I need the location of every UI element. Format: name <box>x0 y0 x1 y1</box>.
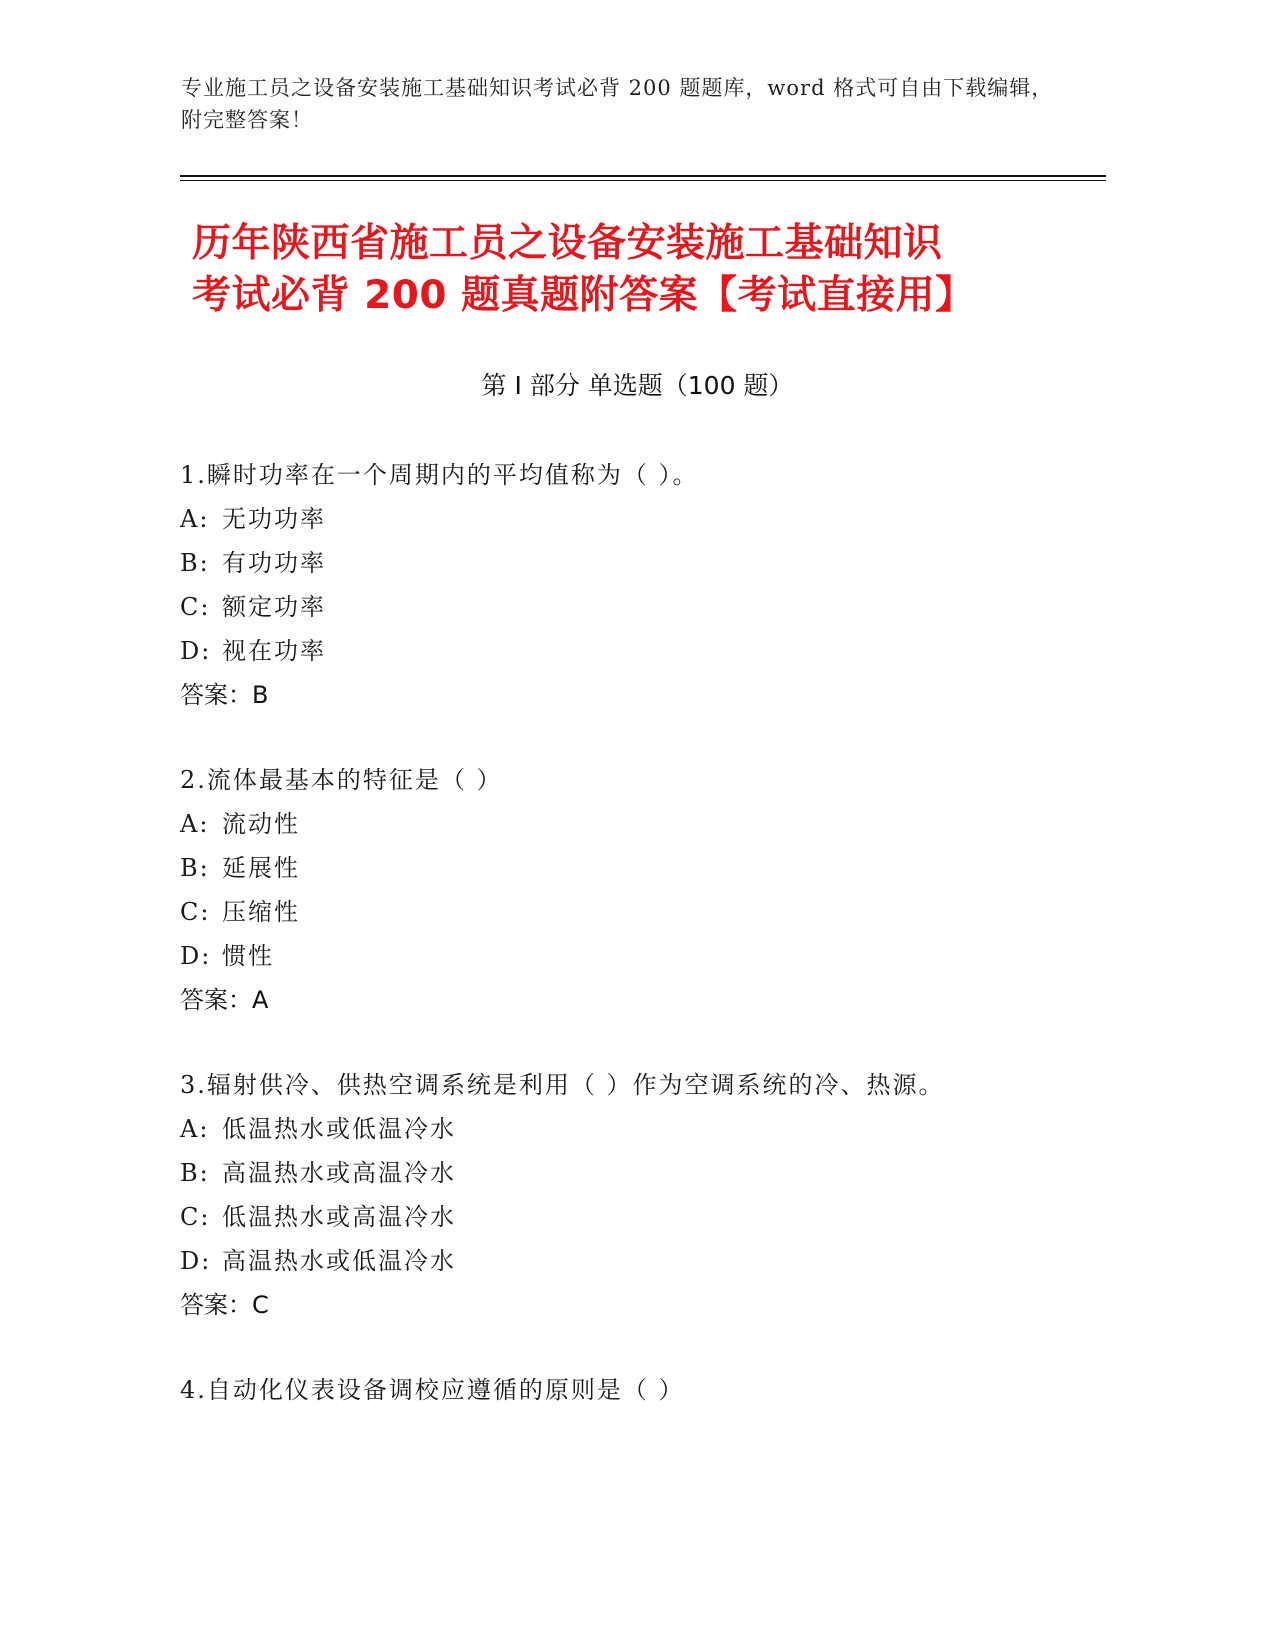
option-text: 额定功率 <box>222 593 326 621</box>
option-letter: D: <box>180 637 212 665</box>
option-c <box>180 1195 1080 1239</box>
option-letter: C: <box>180 593 211 621</box>
option-text: 视在功率 <box>222 637 326 665</box>
option-d <box>180 1239 1080 1283</box>
answer-line <box>180 673 1080 717</box>
option-letter: A: <box>180 1115 210 1143</box>
title-line-1: 历年陕西省施工员之设备安装施工基础知识 <box>192 221 943 266</box>
option-letter: A: <box>180 505 210 533</box>
option-letter: D: <box>180 942 212 970</box>
answer-line <box>180 1283 1080 1327</box>
option-text: 无功功率 <box>222 505 326 533</box>
option-text: 压缩性 <box>222 898 300 926</box>
option-letter: B: <box>180 854 210 882</box>
option-text: 低温热水或高温冷水 <box>222 1203 456 1231</box>
option-letter: C: <box>180 898 211 926</box>
option-text: 高温热水或高温冷水 <box>222 1159 456 1187</box>
answer-line <box>180 978 1080 1022</box>
question-stem: 2.流体最基本的特征是（ ） <box>180 766 503 794</box>
option-text: 高温热水或低温冷水 <box>222 1247 456 1275</box>
question-stem: 3.辐射供冷、供热空调系统是利用（ ）作为空调系统的冷、热源。 <box>180 1071 945 1099</box>
option-text: 流动性 <box>222 810 300 838</box>
option-letter: A: <box>180 810 210 838</box>
answer-value: A <box>252 986 269 1014</box>
option-text: 低温热水或低温冷水 <box>222 1115 456 1143</box>
question-stem: 1.瞬时功率在一个周期内的平均值称为（ ）。 <box>180 461 699 489</box>
option-c <box>180 585 1080 629</box>
answer-label: 答案： <box>180 986 252 1014</box>
option-d <box>180 629 1080 673</box>
question-2 <box>180 758 1080 1022</box>
header-note: 专业施工员之设备安装施工基础知识考试必背 200 题题库，word 格式可自由下载编辑，附完整答案！ <box>181 76 1054 132</box>
answer-value: C <box>252 1291 269 1319</box>
question-stem: 4.自动化仪表设备调校应遵循的原则是（ ） <box>180 1376 685 1404</box>
option-letter: B: <box>180 549 210 577</box>
option-letter: D: <box>180 1247 212 1275</box>
option-text: 有功功率 <box>222 549 326 577</box>
title-line-2: 考试必背 200 题真题附答案【考试直接用】 <box>192 273 975 318</box>
question-1 <box>180 453 1080 717</box>
option-letter: B: <box>180 1159 210 1187</box>
section-title: 第 I 部分 单选题（100 题） <box>481 371 794 400</box>
answer-value: B <box>252 681 269 709</box>
question-4 <box>180 1368 1080 1412</box>
answer-label: 答案： <box>180 681 252 709</box>
option-b <box>180 846 1080 890</box>
option-b <box>180 541 1080 585</box>
option-letter: C: <box>180 1203 211 1231</box>
header-divider <box>180 175 1106 177</box>
answer-label: 答案： <box>180 1291 252 1319</box>
option-a <box>180 802 1080 846</box>
option-text: 惯性 <box>222 942 274 970</box>
question-3 <box>180 1063 1080 1327</box>
option-text: 延展性 <box>222 854 300 882</box>
document-title <box>192 218 1092 322</box>
header-divider-thin <box>180 180 1106 181</box>
option-a <box>180 497 1080 541</box>
option-d <box>180 934 1080 978</box>
option-b <box>180 1151 1080 1195</box>
option-c <box>180 890 1080 934</box>
option-a <box>180 1107 1080 1151</box>
